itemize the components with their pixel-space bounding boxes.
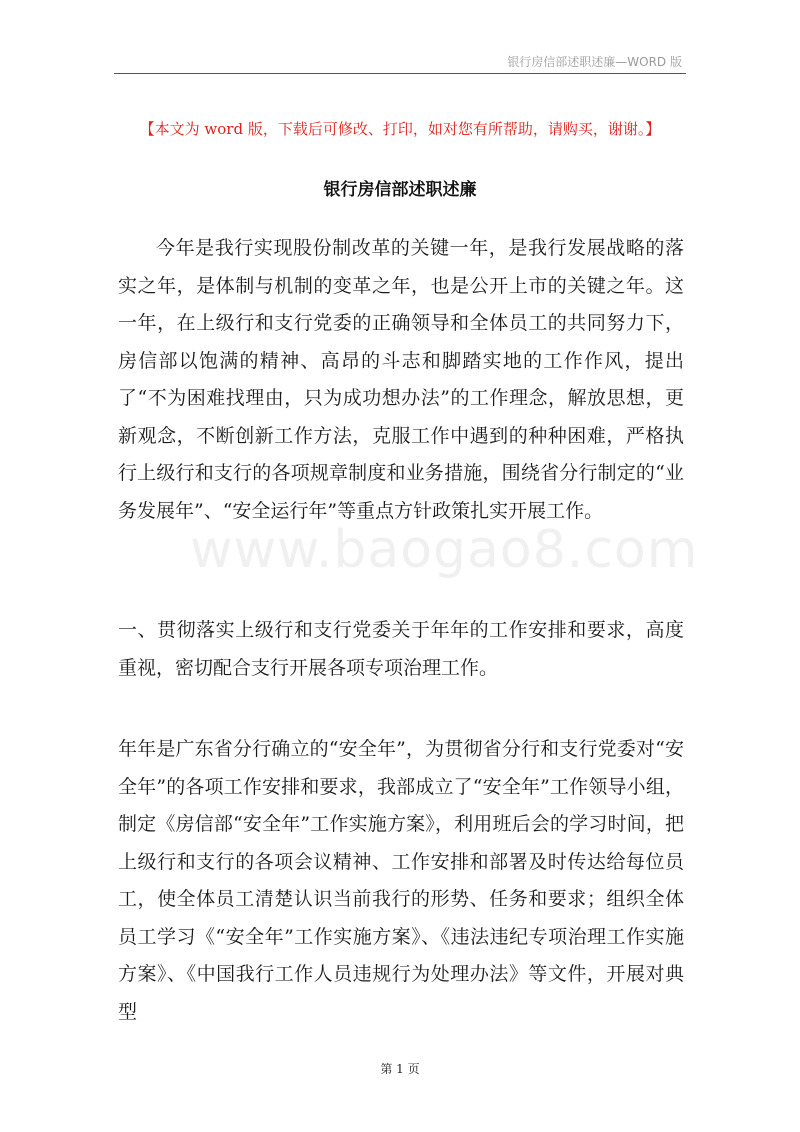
section-heading-one: 一、贯彻落实上级行和支行党委关于年年的工作安排和要求，高度重视，密切配合支行开展各项专项治理工作。 bbox=[118, 619, 684, 679]
document-title: 银行房信部述职述廉 bbox=[323, 180, 477, 200]
download-notice: 【本文为 word 版，下载后可修改、打印，如对您有所帮助，请购买，谢谢。】 bbox=[139, 120, 661, 138]
page-number: 第 1 页 bbox=[380, 1062, 420, 1076]
running-header: 银行房信部述职述廉—WORD 版 bbox=[507, 55, 682, 69]
body-paragraph-safety-year: 年年是广东省分行确立的“安全年”，为贯彻省分行和支行党委对“安全年”的各项工作安排和要求，我部成立了“安全年”工作领导小组，制定《房信部“安全年”工作实施方案》，利用班后会的学习时间，把上级行和支行的各项会议精神、工作安排和部署及时传达给每位员工，使全体员工清楚认识当前我行的形势、任务和要求；组织全体员工学习《“安全年”工作实施方案》、《违法违纪专项治理工作实施方案》、《中国我行工作人员违规行为处理办法》等文件，开展对典型 bbox=[118, 738, 684, 1023]
watermark: www.baogao8.com bbox=[190, 520, 699, 580]
body-paragraph-intro: 今年是我行实现股份制改革的关键一年，是我行发展战略的落实之年，是体制与机制的变革之年，也是公开上市的关键之年。这一年，在上级行和支行党委的正确领导和全体员工的共同努力下，房信部以饱满的精神、高昂的斗志和脚踏实地的工作作风，提出了“不为困难找理由，只为成功想办法”的工作理念，解放思想，更新观念，不断创新工作方法，克服工作中遇到的种种困难，严格执行上级行和支行的各项规章制度和业务措施，围绕省分行制定的“业务发展年”、“安全运行年”等重点方针政策扎实开展工作。 bbox=[118, 237, 684, 522]
header-divider bbox=[114, 73, 686, 74]
